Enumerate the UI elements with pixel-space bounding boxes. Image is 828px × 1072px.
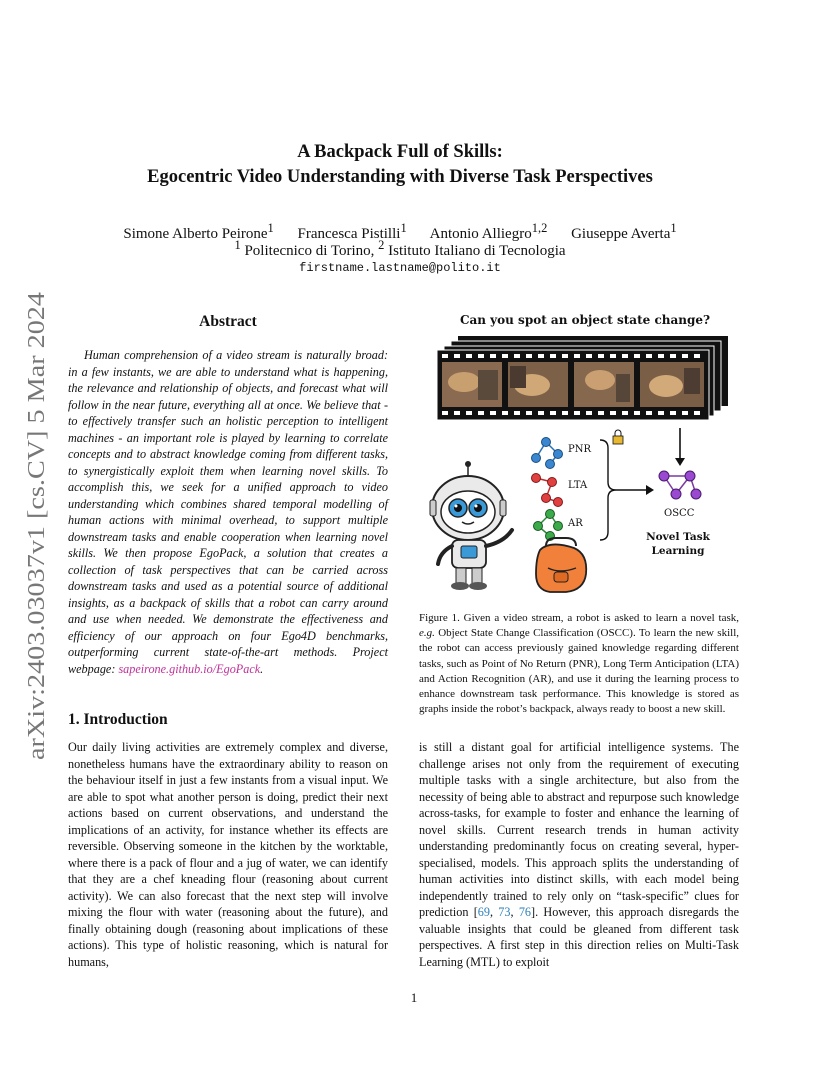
body-text: ]. However, this approach disregards the valuable insights that could be gleaned from different task perspectives. A first step in this direction relies on Multi-Task Learning (MTL) to exploit [419, 905, 740, 969]
backpack-icon [536, 538, 586, 592]
author-email: firstname.lastname@polito.it [299, 261, 501, 275]
author-name: Antonio Alliegro [429, 226, 532, 242]
video-frame [442, 362, 502, 407]
figure-diagram [420, 330, 750, 600]
introduction-heading: 1. Introduction [68, 711, 168, 728]
oscc-graph-icon [659, 471, 701, 499]
caption-text: Given a video stream, a robot is asked to learn a novel task, [459, 612, 739, 624]
caption-text: Object State Change Classification (OSCC). To learn the new skill, the robot can access previously gained knowledge regarding different tasks, such as Point of No Return (PNR), Long Term Anticipation (LTA) and Action Recognition (AR), and use it during the learning process to enhance downstream task performance. This knowledge is stored as graphs inside the robot’s backpack, always ready to boost a new skill. [419, 627, 739, 716]
citation-sep: , [510, 905, 519, 919]
video-frame [640, 362, 704, 407]
introduction-continued [419, 739, 739, 970]
affil-sup: 1 [234, 238, 241, 252]
title-line-1: A Backpack Full of Skills: [297, 142, 503, 162]
abstract-body [68, 347, 388, 677]
citation-sep: , [489, 905, 499, 919]
ar-graph-icon [534, 510, 563, 541]
author-sup: 1 [400, 221, 407, 235]
video-frame [508, 362, 568, 407]
novel-task-label-2: Learning [651, 545, 705, 557]
task-label-ar: AR [568, 518, 583, 529]
lock-icon [613, 430, 623, 444]
lta-graph-icon [532, 474, 563, 507]
project-link[interactable]: sapeirone.github.io/EgoPack [118, 661, 261, 676]
page-number: 1 [410, 990, 418, 1005]
paper-title [100, 140, 700, 190]
figure-1 [420, 330, 750, 600]
citation-link[interactable]: 76 [518, 905, 532, 919]
author-name: Giuseppe Averta [571, 226, 671, 242]
affiliations [90, 238, 710, 260]
abstract-end: . [260, 661, 264, 676]
author-sup: 1,2 [531, 221, 548, 235]
arxiv-text: arXiv:2403.03037v1 [cs.CV] 5 Mar 2024 [24, 361, 50, 760]
citation-link[interactable]: 69 [477, 905, 490, 919]
robot-illustration [430, 461, 512, 590]
citation-link[interactable]: 73 [498, 905, 511, 919]
introduction-body: Our daily living activities are extremely complex and diverse, nonetheless humans have the extraordinary ability to reason on the behaviour itself in just a few instants from a visual input. We are able to spot what another person is doing, predict their next actions based on current observations, and understand the implications of an activity, for instance whether its effects are reversible. Observing someone in the kitchen by the worktable, where there is a pack of flour and a jug of water, we can identify that they are a chef kneading flour (reasoning about current activity). We can also forecast that the next step will involve mixing the flour with water (reasoning about the future), and finally obtaining dough (reasoning about implications of these actions). This type of holistic reasoning, which is natural for humans, [68, 740, 388, 969]
arxiv-identifier [20, 290, 52, 760]
author-name: Simone Alberto Peirone [123, 226, 268, 242]
abstract-heading: Abstract [199, 313, 257, 330]
pnr-graph-icon [532, 438, 563, 469]
author-sup: 1 [670, 221, 677, 235]
novel-task-label-1: Novel Task [646, 531, 710, 543]
caption-eg: e.g. [419, 627, 435, 640]
abstract-text: Human comprehension of a video stream is naturally broad: in a few instants, we are able to understand what is happening, the relevance and relationship of objects, and forecast what will follow in the near future, everything all at once. We believe that - to effectively transfer such an holistic perception to intelligent machines - an important role is played by learning to correlate concepts and to abstract knowledge coming from different tasks, to synergistically exploit them when learning novel skills. To accomplish this, we seek for a unified approach to video understanding which combines shared temporal modelling of human actions with minimal overhead, to support multiple downstream tasks and enable cooperation when learning novel skills. We then propose EgoPack, a solution that creates a collection of task perspectives that can be carried across downstream tasks and used as a potential source of additional insights, as a backpack of skills that a robot can carry around and use when needed. We demonstrate the effectiveness and efficiency of our approach on four Ego4D benchmarks, outperforming current state-of-the-art methods. Project webpage: [68, 348, 388, 676]
title-line-2: Egocentric Video Understanding with Diverse Task Perspectives [147, 167, 653, 187]
author-sup: 1 [267, 221, 274, 235]
author-name: Francesca Pistilli [297, 226, 401, 242]
grouping-brace [600, 440, 616, 540]
target-task-label: OSCC [664, 508, 695, 519]
figure-caption [419, 611, 739, 717]
task-label-pnr: PNR [568, 444, 592, 455]
affil-text: Politecnico di Torino, [240, 243, 379, 259]
video-frames-stack [437, 336, 728, 420]
task-label-lta: LTA [568, 480, 588, 491]
affil-text: Istituto Italiano di Tecnologia [384, 243, 566, 259]
video-frame [574, 362, 634, 407]
body-text: is still a distant goal for artificial intelligence systems. The challenge arises not only from the requirement of executing multiple tasks with a single architecture, but also from the necessity of being able to abstract and repurpose such knowledge across-tasks, for example to foster and enhance the learning of novel skills. Current research trends in human activity understanding predominantly focus on creating several, hyper-specialised, models. This approach splits the understanding of human activities into distinct skills, with each model being independently trained to rely only on “task-specific” clues for prediction [ [419, 740, 739, 919]
figure-title: Can you spot an object state change? [459, 313, 711, 327]
affil-sup: 2 [378, 238, 385, 252]
caption-label: Figure 1. [419, 612, 460, 624]
